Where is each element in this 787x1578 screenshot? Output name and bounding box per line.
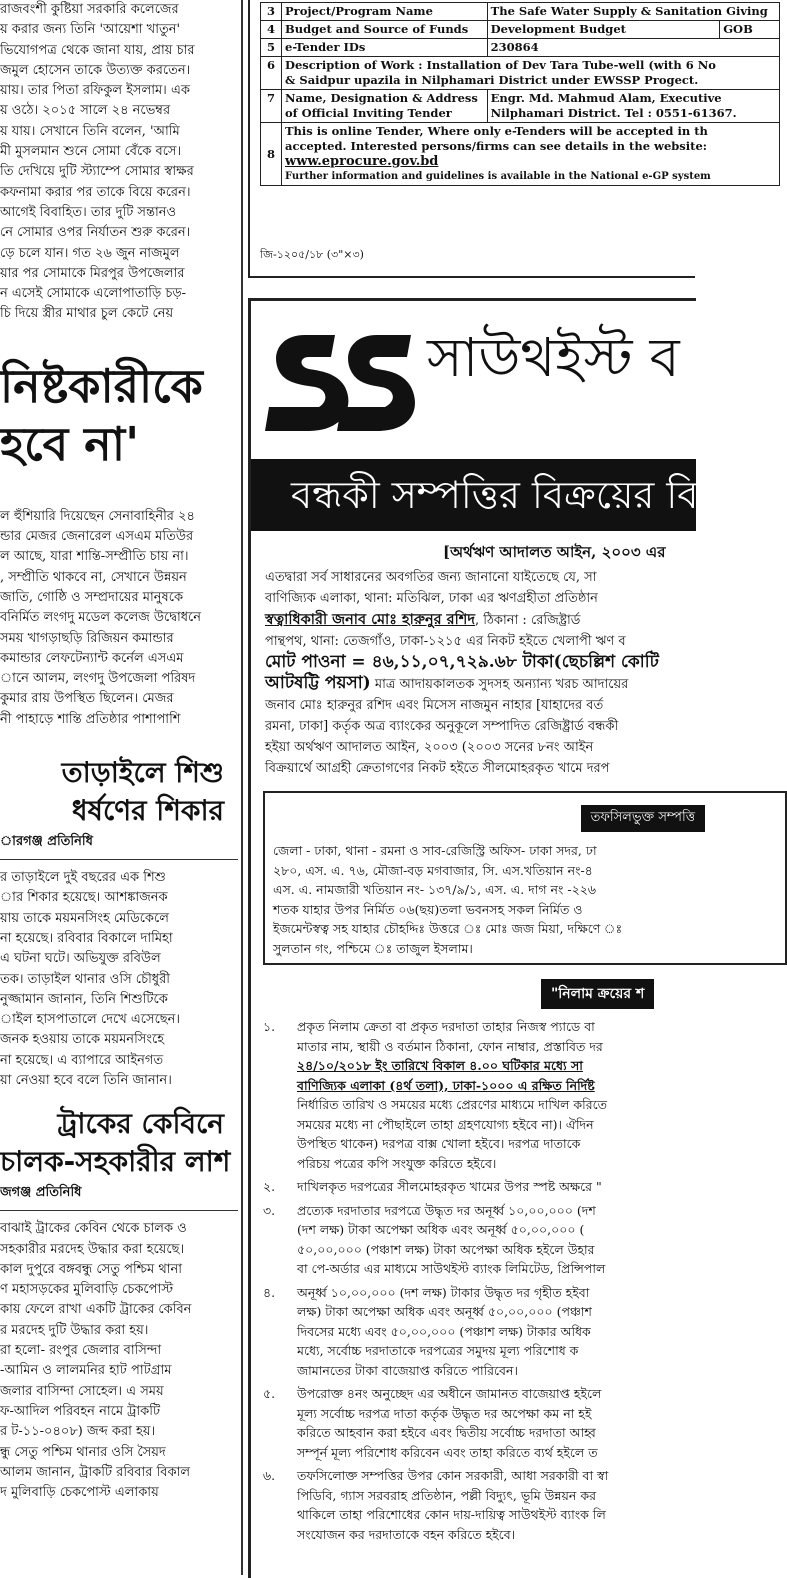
text-line: না হয়েছে। এ ব্যাপারে আইনগত [0,1052,164,1068]
text-line: আলম জানান, ট্রাকটি রবিবার বিকাল [0,1464,191,1480]
tender-notice [248,0,768,278]
schedule-line: জেলা - ঢাকা, থানা - রমনা ও সাব-রেজিস্ট্রি অফিস- ঢাকা সদর, ঢা [273,843,597,858]
list-item [263,1017,783,1173]
term-text [297,1384,601,1462]
story-body-tarail [0,868,238,1091]
text-line: ল আছে, যারা শান্তি-সম্প্রীতি চায় না। [0,549,189,565]
term-line: উপরোক্ত ৪নং অনুচ্ছেদ এর অধীনে জামানত বাজেয়াপ্ত হইলে [297,1386,602,1401]
text-line: য় করার জন্য তিনি 'আয়েশা খাতুন' [0,22,181,38]
amount-rest: মাত্র আদায়কালতক সুদসহ অন্যান্য খরচ আদায়ের [370,677,629,692]
schedule-line: শতক যাহার উপর নির্মিত ০৬(ছয়)তলা ভবনসহ সকল নির্মিত ও [273,901,583,917]
schedule-line: সুলতান গং, পশ্চিমে ঃ তাজুল ইসলাম। [273,940,473,956]
text-line: দ মুলিবাড়ি চেকপোস্ট এলাকায় [0,1485,159,1501]
schedule-line: ইজমেন্টস্বত্ব সহ যাহার চৌহদ্দিঃ উত্তরে ঃ মোঃ জজ মিয়া, দক্ষিণে ঃ [273,921,623,936]
row-label: Project/Program Name [282,3,488,21]
text-line: জলার বাসিন্দা সোহেল। এ সময় [0,1383,164,1399]
bank-auction-ad [248,298,699,1578]
row-description [282,57,780,90]
term-text [297,1201,605,1279]
text-line: নে সোমার ওপর নির্যাতন শুরু করেন। [0,225,191,241]
text-line: মী মুসলমান শুনে সোমা বেঁকে বসে। [0,144,182,160]
schedule-body [273,841,622,958]
story-headline-line-1: তাড়াইলে শিশু [61,756,224,790]
headline-line-2: হবে না' [0,416,140,471]
text-line: রাজবংশী কুষ্টিয়া সরকারি কলেজের [0,2,179,17]
text-line: ড়ে চলে যান। গত ২৬ জুন নাজমুল [0,245,180,261]
text-line: ভিযোগপত্র থেকে জানা যায়, প্রায় চার [0,42,195,58]
ad-body-line: জনাব মোঃ হারুনুর রশিদ এবং মিসেস নাজমুন নাহার [যাহাদের বর্ত [265,698,604,713]
story-headline-tarail [0,754,238,860]
row-value: Engr. Md. Mahmud Alam, Executive [490,91,722,105]
term-number: ১. [263,1019,276,1034]
left-news-column [0,0,238,1575]
row-number: 3 [261,3,282,21]
text-line: সহকারীর মরদেহ উদ্ধার করা হয়েছে। [0,1241,185,1257]
southeast-bank-logo-icon [265,331,415,435]
text-line: -আমিন ও লালমনির হাট পাটগ্রাম [0,1363,172,1379]
term-line: সম্পূর্ন মূল্য পরিশোধ করিবেন এবং তাহা করিতে ব্যর্থ হইলে ত [297,1444,598,1460]
term-line: অনূর্ধ্ব ১০,০০,০০০ (দশ লক্ষ) টাকার উদ্ধৃত দর গৃহীত হইবা [297,1284,590,1300]
ad-body-line: রমনা, ঢাকা] কর্তৃক অত্র ব্যাংকের অনুকূলে সম্পাদিত রেজিষ্ট্রার্ড বন্ধকী [265,719,619,734]
term-line: বা পে-অর্ডার এর মাধ্যমে সাউথইস্ট ব্যাংক লিমিটেড, প্রিন্সিপাল [297,1261,606,1276]
text-line: য়া নেওয়া হবে বলে তিনি জানান। [0,1072,172,1088]
table-row [261,21,780,39]
text-line: য় ওঠে। ২০১৫ সালে ২৪ নভেম্বর [0,103,171,119]
table-row [261,123,780,186]
term-line: নির্ধারিত তারিখ ও সময়ের মধ্যে প্রেরণের মাধ্যমে দাখিল করিতে [297,1097,607,1112]
row-label: e-Tender IDs [282,39,488,57]
list-item [263,1466,783,1544]
text-line: , সম্প্রীতি থাকবে না, সেখানে উন্নয়ন [0,569,187,585]
term-line: প্রত্যেক দরদাতার দরপত্রে উদ্ধৃত দর অনূর্ধ্ব ১০,০০,০০০ (দশ [297,1202,596,1218]
text-line: য়ায় তাকে ময়মনসিংহ মেডিকেলে [0,910,169,926]
text-line: বনির্মিত লংগদু মডেল কলেজ উদ্বোধনে [0,610,202,626]
text-line: সময় খাগড়াছড়ি রিজিয়ন কমান্ডার [0,630,174,646]
ad-body-line: পান্থপথ, থানা: তেজগাঁও, ঢাকা-১২১৫ এর নিকট হইতে খেলাপী ঋণ ব [265,634,626,649]
column-divider [241,0,243,1575]
schedule-line: ২৮০, এস. এ. ৭৬, মৌজা-বড় মগবাজার, সি. এস.খতিয়ান নং-৪ [273,862,593,878]
list-item [263,1283,783,1381]
ad-amount-words-line [265,673,785,695]
text-line: কায় ফেলে রাখা একটি ট্রাকের কেবিন [0,1302,192,1318]
term-number: ২. [263,1179,276,1194]
term-number: ৬. [263,1468,276,1483]
row-number: 6 [261,57,282,90]
row-number: 8 [261,123,282,186]
list-item [263,1384,783,1462]
text-line: কাল দুপুরে বঙ্গবন্ধু সেতু পশ্চিম থানা [0,1261,183,1277]
term-line: দাখিলকৃত দরপত্রের সীলমোহরকৃত খামের উপর স্পষ্ট অক্ষরে " [297,1179,602,1194]
text-line: রা হলো- রংপুর জেলার বাসিন্দা [0,1343,162,1359]
row-description [282,123,780,186]
term-line: (দশ লক্ষ) টাকা অপেক্ষা অধিক এবং অনূর্ধ্ব ৫০,০০,০০০ ( [297,1222,585,1237]
auction-terms-list [263,1017,783,1548]
list-item [263,1177,783,1197]
text-line: জাতি, গোষ্ঠি ও সম্প্রদায়ের মানুষকে [0,589,184,605]
term-line: মধ্যে, সর্বোচ্চ দরদাতাকে দরপত্রের সমুদয় মূল্য পরিশোধ ক [297,1343,579,1358]
table-row [261,3,780,21]
text-line: য়ায়। তার পিতা রফিকুল ইসলাম। এক [0,83,190,99]
ad-subhead: [অর্থঋণ আদালত আইন, ২০০৩ এর [443,543,666,561]
term-line: উপস্থিত থাকেন) দরপত্র বাক্স খোলা হইবে। দরপত্র দাতাকে [297,1136,581,1151]
row-value-cell [487,90,779,123]
term-line: লক্ষ) টাকা অপেক্ষা অধিক এবং অনূর্ধ্ব ৫০,০০,০০০ (পঞ্চাশ [297,1304,592,1319]
owner-name: স্বত্বাধিকারী জনাব মোঃ হারুনুর রশিদ [265,611,475,628]
row-value: The Safe Water Supply & Sanitation Giving [487,3,779,21]
headline-line-1: নিষ্টকারীকে [0,358,203,413]
text-line: ন এসেই সোমাকে এলোপাতাড়ি চড়- [0,286,187,302]
tender-table [260,2,780,186]
text-line: না হয়েছে। রবিবার বিকালে দামিহা [0,930,173,946]
term-text [297,1177,602,1197]
term-line: মাতার নাম, স্থায়ী ও বর্তমান ঠিকানা, ফোন নাম্বার, প্রস্তাবিত দর [297,1038,603,1054]
text-line: কফনামা করার পর তাকে বিয়ে করেন। [0,184,191,200]
story-headline-line-1: ট্রাকের কেবিনে [57,1107,224,1141]
term-line: জামানতের টাকা বাজেয়াপ্ত করিতে পারিবেন। [297,1362,518,1378]
text-line: য় যায়। সেখানে তিনি বলেন, 'আমি [0,123,180,139]
text-line: ণ মহাসড়কের মুলিবাড়ি চেকপোস্ট [0,1282,174,1298]
term-line: তফসিলোক্ত সম্পত্তির উপর কোন সরকারী, আধা সরকারী বা স্বা [297,1468,609,1483]
term-line: সময়ের মধ্যে না পৌছাইলে তাহা গ্রহণযোগ্য হইবে না)। ঐদিন [297,1116,594,1132]
row-number: 5 [261,39,282,57]
term-number: ৫. [263,1386,276,1401]
row-note: Further information and guidelines is available in the National e-GP system [285,171,711,182]
row-value-line2: Nilphamari District. Tel : 0551-61367. [490,106,737,120]
text-line: বাঝাই ট্রাকের কেবিন থেকে চালক ও [0,1221,187,1237]
term-line: দিবসের মধ্যে এবং ৫০,০০,০০০ (পঞ্চাশ লক্ষ) টাকার অধিক [297,1323,591,1339]
table-row [261,57,780,90]
text-line: জমুল হোসেন তাকে উত্যক্ত করতেন। [0,62,191,78]
text-line: তি দেখিয়ে দুটি স্ট্যাম্পে সোমার স্বাক্ষর [0,164,194,180]
news-paragraph-top [0,0,238,325]
news-headline [0,357,238,473]
ad-body-line: এতদ্বারা সর্ব সাধারনের অবগতির জন্য জানানো যাইতেছে যে, সা [265,570,597,585]
text-line: নুজ্জামান জানান, তিনি শিশুটিকে [0,991,168,1007]
story-byline: জগঞ্জ প্রতিনিধি [0,1183,238,1211]
text-line: র তাড়াইলে দুই বছরের এক শিশু [0,870,166,886]
text-line: তক। তাড়াইল থানার ওসি চৌধুরী [0,971,170,987]
text-line: নী পাহাড়ে শান্তি প্রতিষ্ঠার পাশাপাশি [0,711,181,727]
term-line: মূল্য সর্বোচ্চ দরপত্র দাতা কর্তৃক উদ্ধৃত দর অপেক্ষা কম না হই [297,1405,592,1421]
text-line: জনক হওয়ায় তাকে ময়মনসিংহে [0,1032,165,1048]
term-line: পিডিবি, গ্যাস সরবরাহ প্রতিষ্ঠান, পল্লী বিদ্যুৎ, ভূমি উন্নয়ন কর [297,1487,596,1503]
auction-terms-tag: "নিলাম ক্রয়ের শ [541,979,654,1009]
ad-body-line: বাণিজ্যিক এলাকা, থানা: মতিঝিল, ঢাকা এর ঋণগ্রহীতা প্রতিষ্ঠান [265,591,598,606]
text-line: কমান্ডার লেফটেন্যান্ট কর্নেল এসএম [0,650,184,666]
text-line: এ ঘটনা ঘটে। অভিযুক্ত রবিউল [0,951,161,967]
term-line: প্রকৃত নিলাম ক্রেতা বা প্রকৃত দরদাতা তাহার নিজস্ব প্যাডে বা [297,1019,595,1034]
text-line: র ট-১১-০৪০৮) জব্দ করা হয়। [0,1424,156,1440]
ad-banner: বন্ধকী সম্পত্তির বিক্রয়ের বি [251,459,696,531]
list-item [263,1201,783,1279]
term-number: ৩. [263,1202,276,1218]
term-line: ২৪/১০/২০১৮ ইং তারিখে বিকাল ৪.০০ ঘটিকার মধ্যে সা [297,1058,583,1073]
row-label: Budget and Source of Funds [282,21,488,39]
ad-amount-line: মোট পাওনা = ৪৬,১১,০৭,৭২৯.৬৮ টাকা(ছেচল্লিশ কোটি [265,652,659,672]
amount-words: আটষট্টি পয়সা) [265,673,371,693]
ad-body [265,567,785,779]
row-label-cell [282,90,488,123]
row-label-line2: of Official Inviting Tender [285,106,452,120]
term-text [297,1466,608,1544]
news-paragraph-middle [0,507,238,730]
row-label: Description of Work : Installation of Dev Tara Tube-well (with 6 No [285,58,716,72]
text-line: আগেই বিবাহিত। তার দুটি সন্তানও [0,204,177,220]
row-number: 4 [261,21,282,39]
row-number: 7 [261,90,282,123]
text-line: য়ার পর সোমাকে মিরপুর উপজেলার [0,265,185,281]
row-label: Name, Designation & Address [285,91,478,105]
row-label: This is online Tender, Where only e-Tenders will be accepted in th [285,124,708,138]
table-row [261,90,780,123]
ad-code: জি-১২০৫/১৮ (৩"×৩) [260,248,364,261]
text-line: চি দিয়ে স্ত্রীর মাথার চুল কেটে নেয় [0,306,174,322]
story-body-truck [0,1219,238,1503]
term-text [297,1283,592,1381]
term-line: সংযোজন কর দরদাতাকে বহন করিতে হইবে। [297,1526,516,1542]
text-line: ন্ডার মেজর জেনারেল এসএম মতিউর [0,529,194,545]
row-label-line2: accepted. Interested persons/firms can see details in the website: [285,139,708,153]
row-value: Development Budget [487,21,720,39]
term-line: করিতে আহবান করা হইবে এবং দ্বিতীয় সর্বোচ্চ দরদাতা আহ্ব [297,1425,596,1440]
ad-body-line: হইয়া অর্থঋণ আদালত আইন, ২০০৩ (২০০৩ সনের ৮নং আইন [265,740,594,755]
story-headline-truck [0,1105,238,1211]
text-line: ফ-আদিল পরিবহন নামে ট্রাকটি [0,1403,161,1419]
text-line: ানে আলম, লংগদু উপজেলা পরিষদ [0,671,196,687]
row-value: 230864 [487,39,779,57]
term-line: ৫০,০০,০০০ (পঞ্চাশ লক্ষ) টাকা অপেক্ষা অধিক হইলে উহার [297,1241,595,1257]
term-text [297,1017,607,1173]
term-line: থাকিলে তাহা পরিশোধের কোন দায়-দায়িত্ব সাউথইস্ট ব্যাংক লি [297,1507,606,1522]
text-line: ল হুঁশিয়ারি দিয়েছেন সেনাবাহিনীর ২৪ [0,508,195,524]
text-line: ন্ধু সেতু পশ্চিম থানার ওসি সৈয়দ [0,1444,166,1460]
story-byline: ারগঞ্জ প্রতিনিধি [0,832,238,860]
schedule-line: এস. এ. নামজারী খতিয়ান নং- ১৩৭/৯/১, এস. এ. দাগ নং -২২৬ [273,882,596,897]
term-number: ৪. [263,1284,276,1300]
right-ads-column [248,0,768,1575]
eprocure-link[interactable]: www.eprocure.gov.bd [285,154,439,169]
schedule-box [263,791,787,965]
story-headline-line-2: ধর্ষণের শিকার [71,794,224,828]
ad-owner-line [265,609,785,631]
row-value-2: GOB [720,21,780,39]
table-row [261,39,780,57]
owner-address: , ঠিকানা : রেজিষ্ট্রার্ড [474,613,581,628]
schedule-tag: তফসিলভুক্ত সম্পত্তি [581,805,705,832]
text-line: াইল হাসপাতালে দেখে এসেছেন। [0,1012,181,1028]
text-line: র মরদেহ দুটি উদ্ধার করা হয়। [0,1322,149,1338]
ad-body-line: বিক্রয়ার্থে আগ্রহী ক্রেতাগণের নিকট হইতে সীলমোহরকৃত খামে দরপ [265,761,610,776]
bank-name: সাউথইস্ট ব [427,326,680,389]
term-line: পরিচয় পত্রের কপি সংযুক্ত করিতে হইবে। [297,1155,497,1171]
text-line: ার শিকার হয়েছে। আশঙ্কাজনক [0,890,168,906]
text-line: কুমার রায় উপস্থিত ছিলেন। মেজর [0,691,174,707]
term-line: বাণিজ্যিক এলাকা (৪র্থ তলা), ঢাকা-১০০০ এ রক্ষিত নির্দিষ্ট [297,1077,595,1093]
row-label-line2: & Saidpur upazila in Nilphamari District under EWSSP Progect. [285,73,699,87]
story-headline-line-2: চালক-সহকারীর লাশ [0,1145,231,1179]
